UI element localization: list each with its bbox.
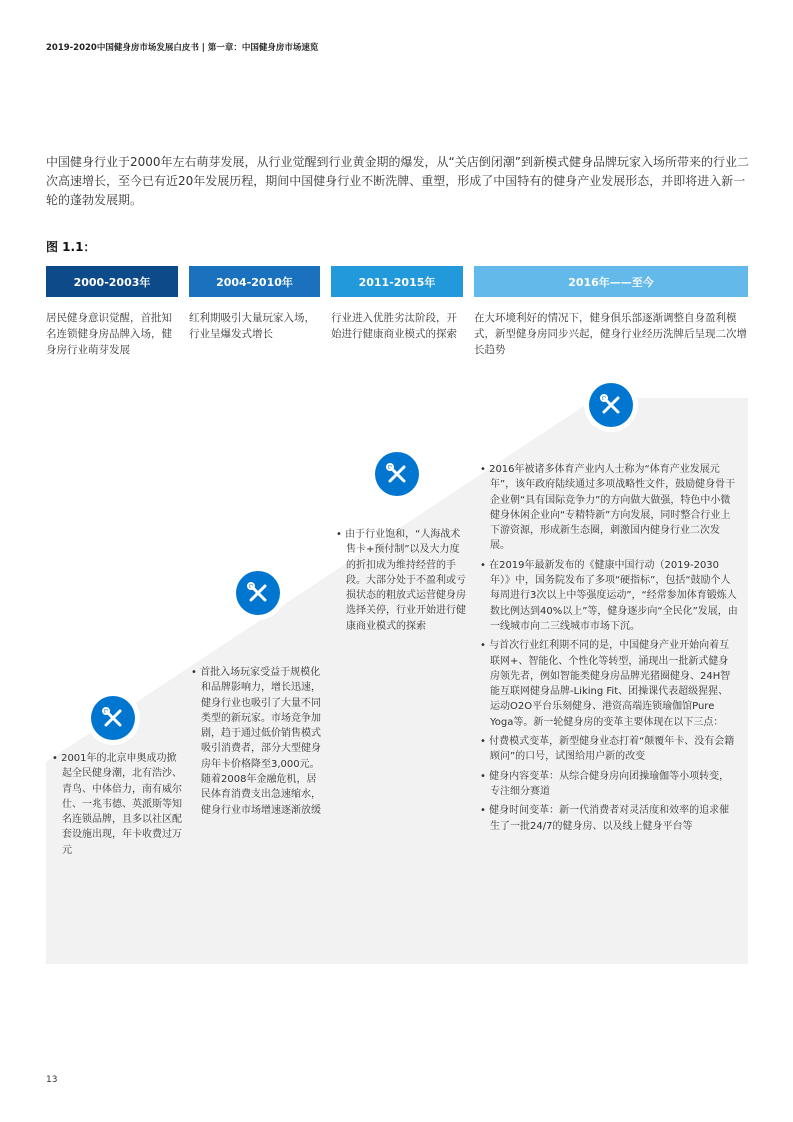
period-desc-4: 在大环境利好的情况下，健身俱乐部逐渐调整自身盈利模式，新型健身房同步兴起，健身行业经历洗牌后呈现二次增长趋势 [474,312,747,356]
figure-title: 图 1.1： [46,240,96,254]
stage-2-bullets [191,665,325,822]
period-desc-1: 居民健身意识觉醒，首批知名连锁健身房品牌入场，健身房行业萌芽发展 [46,312,172,356]
bullet-item: • 健身内容变革：从综合健身房向团操瑜伽等小项转变，专注细分赛道 [480,769,738,800]
tools-icon [91,696,135,740]
tools-icon [375,452,419,496]
page-number: 13 [46,1075,58,1085]
period-label: 2011-2015年 [358,275,436,289]
period-label: 2000-2003年 [73,275,151,289]
period-bar-2 [189,266,320,297]
period-desc-2: 红利期吸引大量玩家入场，行业呈爆发式增长 [189,312,315,340]
bullet-item: • 健身时间变革：新一代消费者对灵活度和效率的追求催生了一批24/7的健身房、以及线上健身平台等 [480,803,738,834]
period-bar-4 [474,266,748,297]
bullet-item: • 在2019年最新发布的《健康中国行动（2019-2030年）》中，国务院发布了多项“硬指标”，包括“鼓励个人每周进行3次以上中等强度运动”，“经常参加体育锻炼人数比例达到40%以上”等，健身逐步向“全民化”发展，由一线城市向二三线城市市场下沉。 [480,558,738,634]
bullet-item: • 由于行业饱和，“人海战术售卡+预付制”以及大力度的折扣成为维持经营的手段。大部分处于不盈利或亏损状态的粗放式运营健身房选择关停，行业开始进行健康商业模式的探索 [336,527,466,634]
period-desc-3: 行业进入优胜劣汰阶段，开始进行健康商业模式的探索 [331,312,457,340]
period-bar-1 [46,266,178,297]
tools-icon [236,571,280,615]
bullet-item: • 与首次行业红利期不同的是，中国健身产业开始向着互联网+、智能化、个性化等转型，涌现出一批新式健身房领先者，例如智能类健身房品牌光猪圈健身、24H智能互联网健身品牌-Liking Fit、团操课代表超级猩猩、运动O2O平台乐刻健身、港资高端连锁瑜伽馆Pure Yoga等。新一轮健身房的变革主要体现在以下三点： [480,638,738,730]
bullet-item: • 2016年被诸多体育产业内人士称为“体育产业发展元年”，该年政府陆续通过多项战略性文件，鼓励健身骨干企业朝“具有国际竞争力”的方向做大做强，特色中小微健身休闲企业向“专精特新”方向发展，同时整合行业上下游资源，形成新生态圈，刺激国内健身行业二次发展。 [480,462,738,554]
bullet-item: • 首批入场玩家受益于规模化和品牌影响力，增长迅速，健身行业也吸引了大量不同类型的新玩家。市场竞争加剧，趋于通过低价销售模式吸引消费者，部分大型健身房年卡价格降至3,000元。随着2008年金融危机，居民体育消费支出急速缩水，健身行业市场增速逐渐放缓 [191,665,325,818]
stage-1-bullets [52,751,182,862]
intro-paragraph: 中国健身行业于2000年左右萌芽发展，从行业觉醒到行业黄金期的爆发，从“关店倒闭潮”到新模式健身品牌玩家入场所带来的行业二次高速增长，至今已有近20年发展历程，期间中国健身行业不断洗牌、重塑，形成了中国特有的健身产业发展形态，并即将进入新一轮的蓬勃发展期。 [46,155,749,207]
stage-3-bullets [336,527,466,638]
period-bar-3 [331,266,463,297]
tools-icon [589,383,633,427]
running-header: 2019-2020中国健身房市场发展白皮书 | 第一章：中国健身房市场速览 [46,43,319,53]
bullet-item: • 2001年的北京申奥成功掀起全民健身潮，北有浩沙、青鸟、中体倍力，南有威尔仕、一兆韦德、英派斯等知名连锁品牌，且多以社区配套设施出现，年卡收费过万元 [52,751,182,858]
period-label: 2016年——至今 [568,275,654,289]
period-label: 2004-2010年 [216,275,293,289]
stage-4-bullets [480,462,738,838]
bullet-item: • 付费模式变革，新型健身业态打着“颠覆年卡、没有会籍顾问”的口号，试图给用户新的改变 [480,734,738,765]
